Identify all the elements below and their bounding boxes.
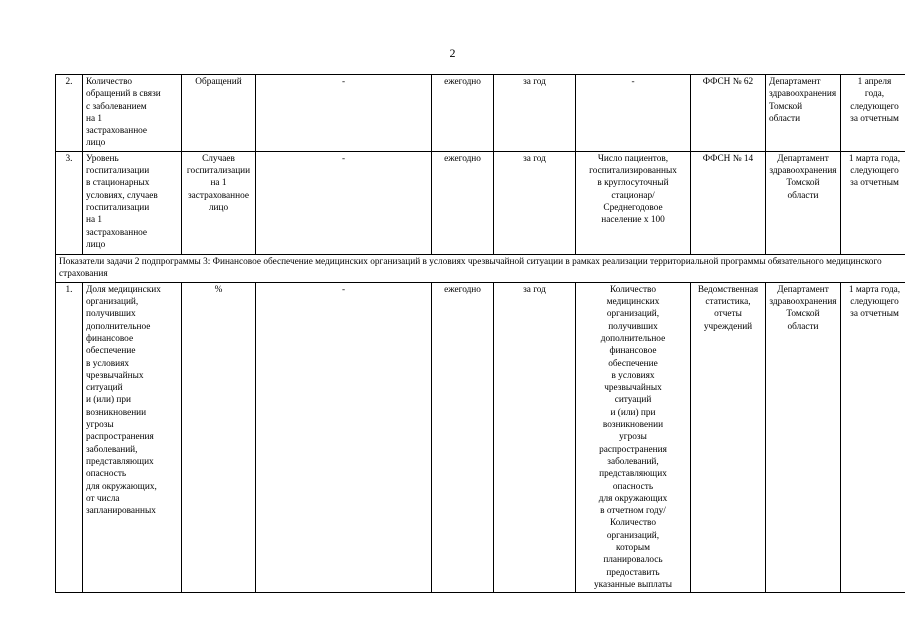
- source-cell: ФФСН № 62: [691, 75, 766, 152]
- indicator-name: Уровень госпитализации в стационарных условиях, случаев госпитализации на 1 застрахованное лицо: [83, 151, 182, 254]
- indicators-table: [55, 74, 905, 593]
- base-value-cell: -: [256, 282, 432, 592]
- unit-cell: %: [182, 282, 256, 592]
- periodicity-cell: ежегодно: [432, 75, 494, 152]
- indicator-name: Доля медицинских организаций, получивших дополнительное финансовое обеспечение в условиях чрезвычайных ситуаций и (или) при возникновении угрозы распространения заболеваний, представляющих опасность для окружающих, от числа запланированных: [83, 282, 182, 592]
- indicator-name: Количество обращений в связи с заболеванием на 1 застрахованное лицо: [83, 75, 182, 152]
- row-number: 3.: [56, 151, 83, 254]
- interval-cell: за год: [494, 282, 576, 592]
- source-cell: Ведомственная статистика, отчеты учреждений: [691, 282, 766, 592]
- section-title: Показатели задачи 2 подпрограммы 3: Финансовое обеспечение медицинских организаций в условиях чрезвычайной ситуации в рамках реализации территориальной программы обязательного медицинского страхования: [56, 254, 905, 282]
- page-number: 2: [449, 46, 456, 60]
- responsible-cell: Департамент здравоохранения Томской области: [766, 282, 841, 592]
- unit-cell: Случаев госпитализации на 1 застрахованное лицо: [182, 151, 256, 254]
- source-cell: ФФСН № 14: [691, 151, 766, 254]
- deadline-cell: 1 марта года, следующего за отчетным: [841, 282, 905, 592]
- section-header-row: [56, 254, 905, 282]
- unit-cell: Обращений: [182, 75, 256, 152]
- formula-cell: Количество медицинских организаций, получивших дополнительное финансовое обеспечение в условиях чрезвычайных ситуаций и (или) при возникновении угрозы распространения заболеваний, представляющих опасность для окружающих в отчетном году/ Количество организаций, которым планировалось предоставить указанные выплаты: [576, 282, 691, 592]
- table-row: [56, 75, 905, 152]
- row-number: 1.: [56, 282, 83, 592]
- deadline-cell: 1 апреля года, следующего за отчетным: [841, 75, 905, 152]
- interval-cell: за год: [494, 75, 576, 152]
- base-value-cell: -: [256, 75, 432, 152]
- row-number: 2.: [56, 75, 83, 152]
- formula-cell: Число пациентов, госпитализированных в круглосуточный стационар/ Среднегодовое население х 100: [576, 151, 691, 254]
- deadline-cell: 1 марта года, следующего за отчетным: [841, 151, 905, 254]
- base-value-cell: -: [256, 151, 432, 254]
- periodicity-cell: ежегодно: [432, 151, 494, 254]
- table-row: [56, 151, 905, 254]
- periodicity-cell: ежегодно: [432, 282, 494, 592]
- responsible-cell: Департамент здравоохранения Томской области: [766, 151, 841, 254]
- interval-cell: за год: [494, 151, 576, 254]
- responsible-cell: Департамент здравоохранения Томской области: [766, 75, 841, 152]
- formula-cell: -: [576, 75, 691, 152]
- table-row: [56, 282, 905, 592]
